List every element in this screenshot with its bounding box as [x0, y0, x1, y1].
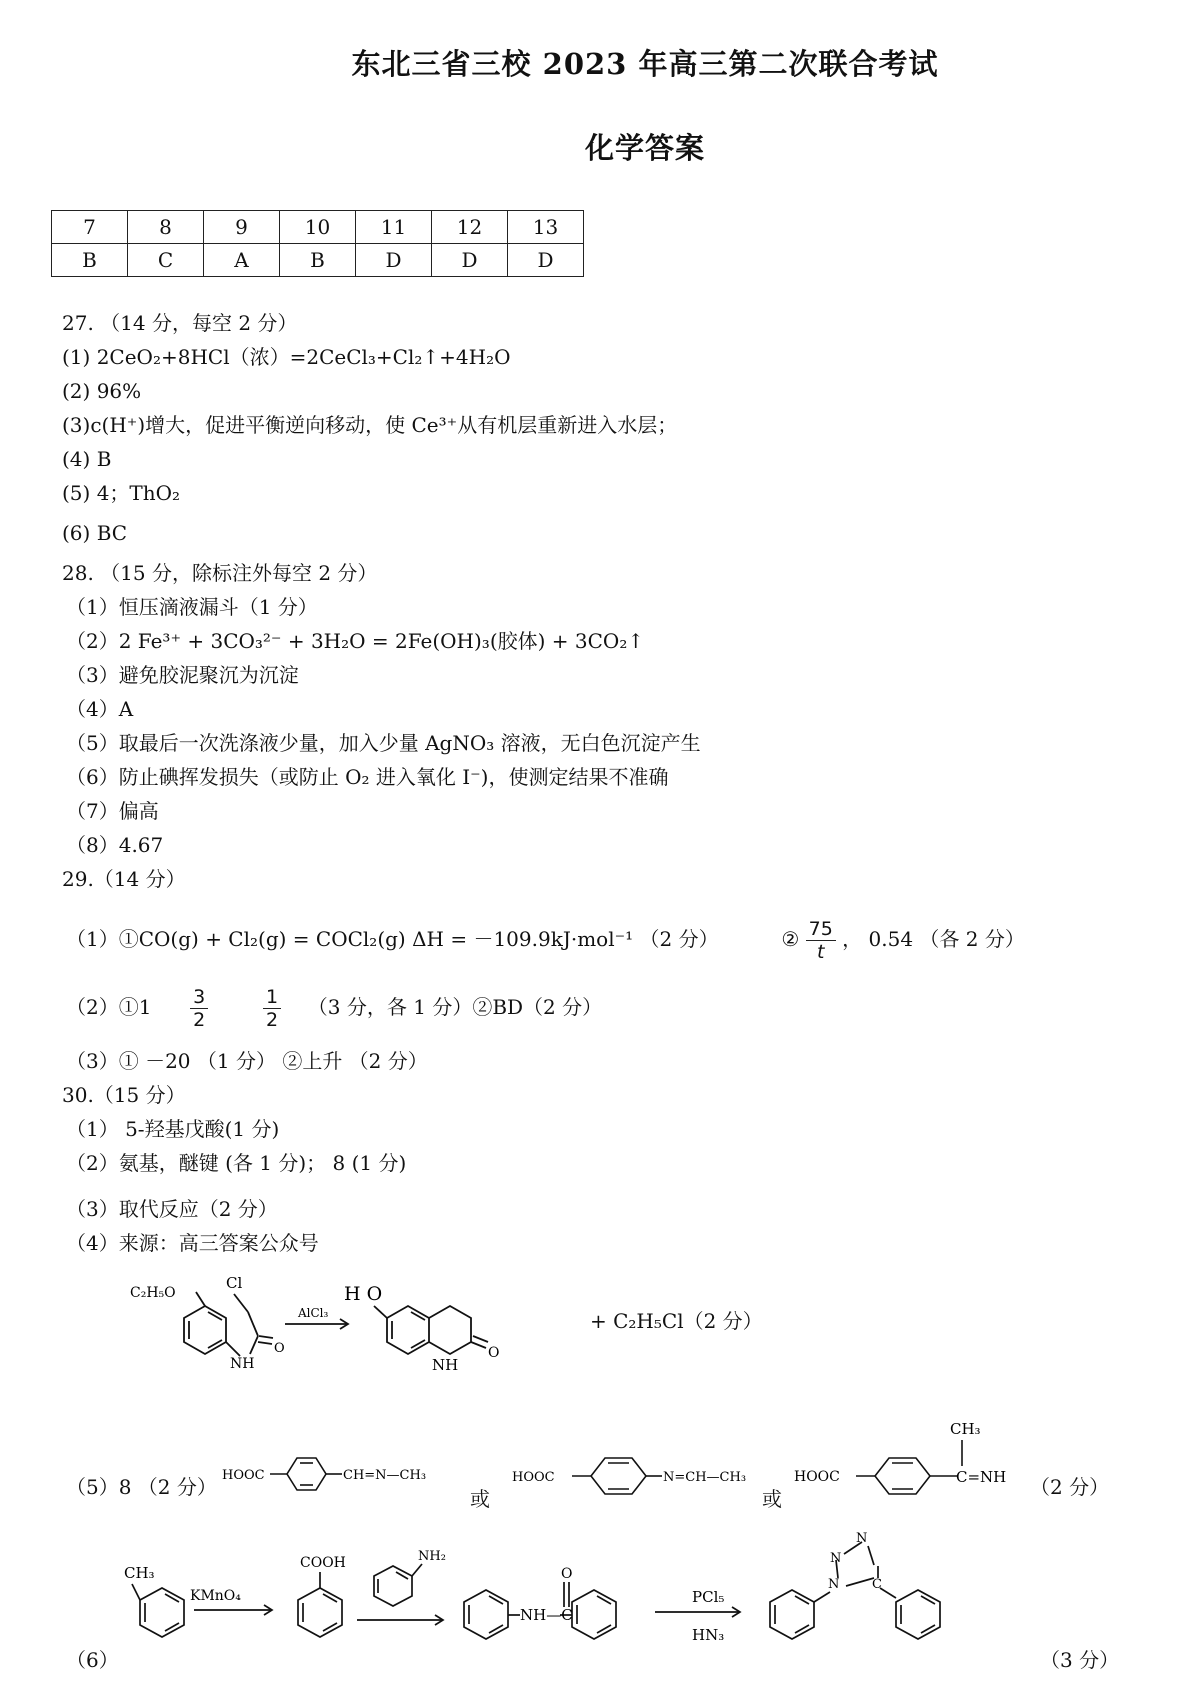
tetrazole-c-label: C [872, 1577, 882, 1592]
table-cell: D [432, 244, 508, 277]
fraction-numerator: 75 [806, 918, 836, 941]
answer-row [52, 244, 584, 277]
table-cell: A [204, 244, 280, 277]
table-cell: 8 [128, 211, 204, 244]
hydroxy-label: H O [344, 1283, 383, 1305]
q28-answer-4: （4）A [66, 697, 134, 721]
fraction-denominator: 2 [265, 1009, 279, 1031]
q30-answer-5-score: （2 分） [1030, 1475, 1110, 1499]
table-cell: 10 [280, 211, 356, 244]
methyl-label: CH₃ [124, 1564, 155, 1582]
q28-heading: 28. （15 分，除标注外每空 2 分） [62, 561, 378, 585]
isomer-structures [222, 1410, 1102, 1520]
q30-answer-4: （4）来源：高三答案公众号 [66, 1231, 319, 1255]
fraction-1-over-2 [263, 986, 281, 1031]
multiple-choice-answer-table [51, 210, 584, 277]
q27-answer-4: (4) B [62, 447, 112, 471]
fraction-numerator: 3 [190, 986, 208, 1009]
structure-3-right: C=NH [956, 1468, 1007, 1486]
q29-answer-2 [66, 980, 602, 1034]
table-cell: 7 [52, 211, 128, 244]
q27-heading: 27. （14 分，每空 2 分） [62, 311, 298, 335]
exam-subtitle: 化学答案 [584, 131, 705, 165]
table-cell: 12 [432, 211, 508, 244]
fraction-denominator: t [816, 941, 825, 963]
carbonyl-o-label: O [561, 1566, 573, 1582]
q27-answer-6: (6) BC [62, 521, 128, 545]
hn3-label: HN₃ [692, 1626, 725, 1644]
question-number-row [52, 211, 584, 244]
or-separator-1: 或 [470, 1487, 490, 1511]
q28-answer-8: （8）4.67 [66, 833, 164, 857]
structure-3-top: CH₃ [950, 1420, 981, 1438]
pcl5-label: PCl₅ [692, 1588, 725, 1606]
q30-answer-2: （2）氨基，醚键 (各 1 分)； 8 (1 分) [66, 1151, 407, 1175]
benzene-ring [184, 1306, 226, 1354]
amino-label: NH₂ [418, 1549, 446, 1564]
q29-answer-1-tail: ， 0.54 （各 2 分） [842, 927, 1025, 951]
structure-3-left: HOOC [794, 1469, 840, 1485]
kmno4-label: KMnO₄ [190, 1588, 241, 1604]
table-cell: B [280, 244, 356, 277]
lactam-o-label: O [488, 1345, 500, 1361]
fraction-3-over-2 [190, 986, 208, 1031]
q29-answer-1 [66, 912, 1025, 966]
table-cell: B [52, 244, 128, 277]
q28-answer-7: （7）偏高 [66, 799, 159, 823]
exam-title: 东北三省三校 2023 年高三第二次联合考试 [351, 47, 939, 81]
table-cell: 13 [508, 211, 584, 244]
q28-answer-6: （6）防止碘挥发损失（或防止 O₂ 进入氧化 I⁻)，使测定结果不准确 [66, 765, 669, 789]
amide-o-label: O [274, 1341, 285, 1356]
structure-1-right: CH=N—CH₃ [343, 1468, 427, 1483]
table-cell: D [356, 244, 432, 277]
synthesis-route-6 [110, 1520, 1030, 1690]
carboxyl-label: COOH [300, 1555, 346, 1571]
reagent-label: AlCl₃ [298, 1306, 329, 1320]
structure-2-left: HOOC [512, 1470, 555, 1485]
fraction-75-over-t [806, 918, 836, 963]
tetrazole-n-label: N [828, 1577, 840, 1592]
structure-2-right: N=CH—CH₃ [663, 1470, 747, 1485]
amide-nh-label: NH [230, 1356, 255, 1372]
q29-answer-3: （3）① －20 （1 分） ②上升 （2 分） [66, 1049, 428, 1073]
table-cell: 9 [204, 211, 280, 244]
tetrazole-n-label: N [830, 1551, 842, 1566]
tetrazole-n-label: N [856, 1531, 868, 1546]
q29-answer-2-text: （2）①1 [66, 995, 152, 1019]
ethoxy-label: C₂H₅O [130, 1285, 176, 1301]
lactam-nh-label: NH [432, 1356, 459, 1374]
structure-1-left: HOOC [222, 1468, 265, 1483]
q29-circled-2: ② [781, 927, 800, 951]
q28-answer-2: （2）2 Fe³⁺ + 3CO₃²⁻ + 3H₂O = 2Fe(OH)₃(胶体) + 3CO₂↑ [66, 629, 645, 653]
q27-answer-5: (5) 4；ThO₂ [62, 481, 181, 505]
byproduct-text: + C₂H₅Cl（2 分） [590, 1309, 763, 1333]
table-cell: 11 [356, 211, 432, 244]
q28-answer-3: （3）避免胶泥聚沉为沉淀 [66, 663, 299, 687]
fraction-numerator: 1 [263, 986, 281, 1009]
q29-heading: 29.（14 分） [62, 867, 186, 891]
q28-answer-1: （1）恒压滴液漏斗（1 分） [66, 595, 318, 619]
q29-answer-1-text: （1）①CO(g) + Cl₂(g) = COCl₂(g) ΔH = －109.9kJ·mol⁻¹ （2 分） [66, 927, 719, 951]
amide-link-label: NH—C [520, 1606, 573, 1624]
q30-answer-5-label: （5）8 （2 分） [66, 1475, 217, 1499]
q29-answer-2-tail: （3 分，各 1 分）②BD（2 分） [307, 995, 603, 1019]
q30-answer-3: （3）取代反应（2 分） [66, 1197, 278, 1221]
table-cell: D [508, 244, 584, 277]
q30-answer-1: （1） 5-羟基戊酸(1 分) [66, 1117, 280, 1141]
or-separator-2: 或 [762, 1487, 782, 1511]
fraction-denominator: 2 [193, 1009, 206, 1031]
table-cell: C [128, 244, 204, 277]
benzene-ring [387, 1306, 429, 1354]
q28-answer-5: （5）取最后一次洗涤液少量，加入少量 AgNO₃ 溶液，无白色沉淀产生 [66, 731, 701, 755]
q30-answer-6-score: （3 分） [1040, 1648, 1120, 1672]
q30-answer-6-label: （6） [66, 1648, 119, 1672]
q27-answer-1: (1) 2CeO₂+8HCl（浓）=2CeCl₃+Cl₂↑+4H₂O [62, 345, 511, 369]
chloro-label: Cl [226, 1274, 243, 1292]
q27-answer-3: (3)c(H⁺)增大，促进平衡逆向移动，使 Ce³⁺从有机层重新进入水层； [62, 413, 678, 437]
q27-answer-2: (2) 96% [62, 379, 142, 403]
q30-heading: 30.（15 分） [62, 1083, 186, 1107]
